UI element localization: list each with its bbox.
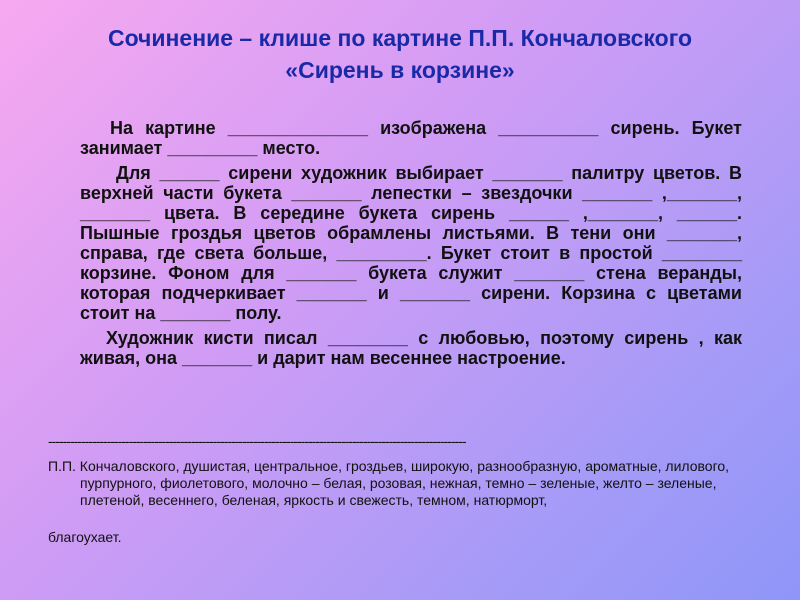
paragraph-2: Для ______ сирени художник выбирает _______ палитру цветов. В верхней части букета _______ лепестки – звездочки _______ ,_______, _______ цвета. В середине букета сирень ______ ,_______, ______. Пышные гроздья цветов обрамлены листьями. В тени они _______, справа, где света больше, _________. Букет стоит в простой ________ корзине. Фоном для _______ букета служит _______ стена веранды, которая подчеркивает _______ и _______ сирени. Корзина с цветами стоит на _______ полу. [80,163,742,323]
word-bank: П.П. Кончаловского, душистая, центральное, гроздьев, широкую, разнообразную, ароматные, лилового, пурпурного, фиолетового, молочно – белая, розовая, нежная, темно – зеленые, желто – зеленые, плетеной, весеннего, беленая, яркость и свежесть, темном, натюрморт, [48,458,730,508]
essay-template-text [80,118,742,368]
paragraph-3: Художник кисти писал ________ с любовью, поэтому сирень , как живая, она _______ и дарит нам весеннее настроение. [80,328,742,368]
dashed-divider: ------------------------------------------------------------------------------------------------------------------ [48,433,466,449]
word-bank-extra: благоухает. [48,529,122,545]
slide-title [40,22,760,86]
paragraph-1: На картине ______________ изображена __________ сирень. Букет занимает _________ место. [80,118,742,158]
title-line-1: Сочинение – клише по картине П.П. Кончаловского [107,25,693,51]
title-line-2: «Сирень в корзине» [285,57,515,83]
